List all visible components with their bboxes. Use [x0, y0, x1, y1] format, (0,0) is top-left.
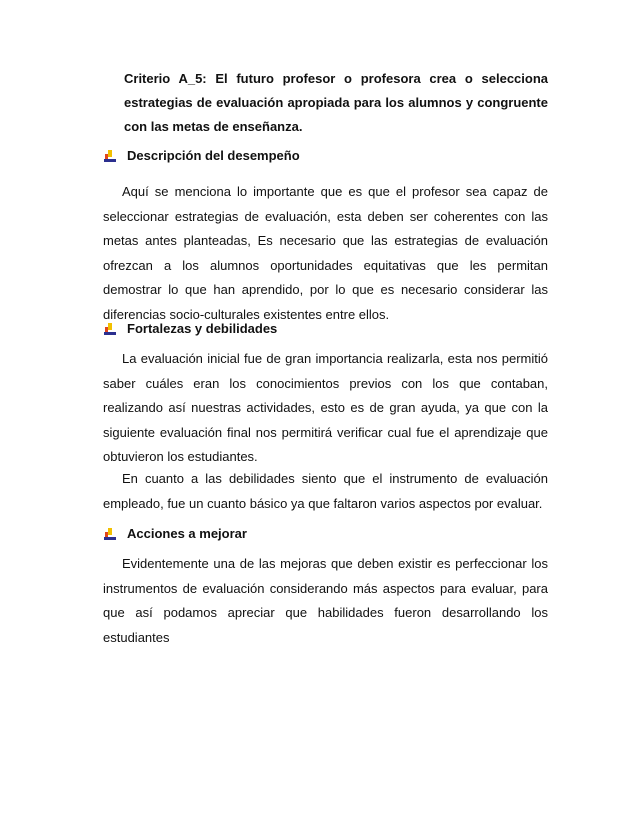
section-heading-fortalezas	[103, 319, 277, 339]
paragraph-debilidades: En cuanto a las debilidades siento que el instrumento de evaluación empleado, fue un cuanto básico ya que faltaron varios aspectos por evaluar.	[103, 471, 548, 511]
section-heading-descripcion	[103, 146, 300, 166]
pencil-bullet-icon	[103, 527, 117, 541]
paragraph-fortalezas: La evaluación inicial fue de gran importancia realizarla, esta nos permitió saber cuáles eran los conocimientos previos con los que contaban, realizando así nuestras actividades, esto es de gran ayuda, ya que con la siguiente evaluación final nos permitirá verificar cual fue el aprendizaje que obtuvieron los estudiantes.	[103, 351, 548, 464]
pencil-bullet-icon	[103, 322, 117, 336]
criterion-statement: Criterio A_5: El futuro profesor o profesora crea o selecciona estrategias de evaluación apropiada para los alumnos y congruente con las metas de enseñanza.	[124, 71, 548, 134]
section-heading-text: Descripción del desempeño	[127, 148, 300, 163]
section-heading-acciones	[103, 524, 247, 544]
section-heading-text: Fortalezas y debilidades	[127, 321, 278, 336]
paragraph-acciones: Evidentemente una de las mejoras que deben existir es perfeccionar los instrumentos de evaluación considerando más aspectos para evaluar, para que así podamos apreciar que habilidades fueron desarrollando los estudiantes	[103, 556, 548, 645]
section-heading-text: Acciones a mejorar	[127, 526, 247, 541]
pencil-bullet-icon	[103, 149, 117, 163]
paragraph-descripcion: Aquí se menciona lo importante que es que el profesor sea capaz de seleccionar estrategias de evaluación, esta deben ser coherentes con las metas antes planteadas, Es necesario que las estrategias de evaluación ofrezcan a los alumnos oportunidades equitativas que les permitan demostrar lo que han aprendido, por lo que es necesario considerar las diferencias socio-culturales existentes entre ellos.	[103, 184, 548, 322]
